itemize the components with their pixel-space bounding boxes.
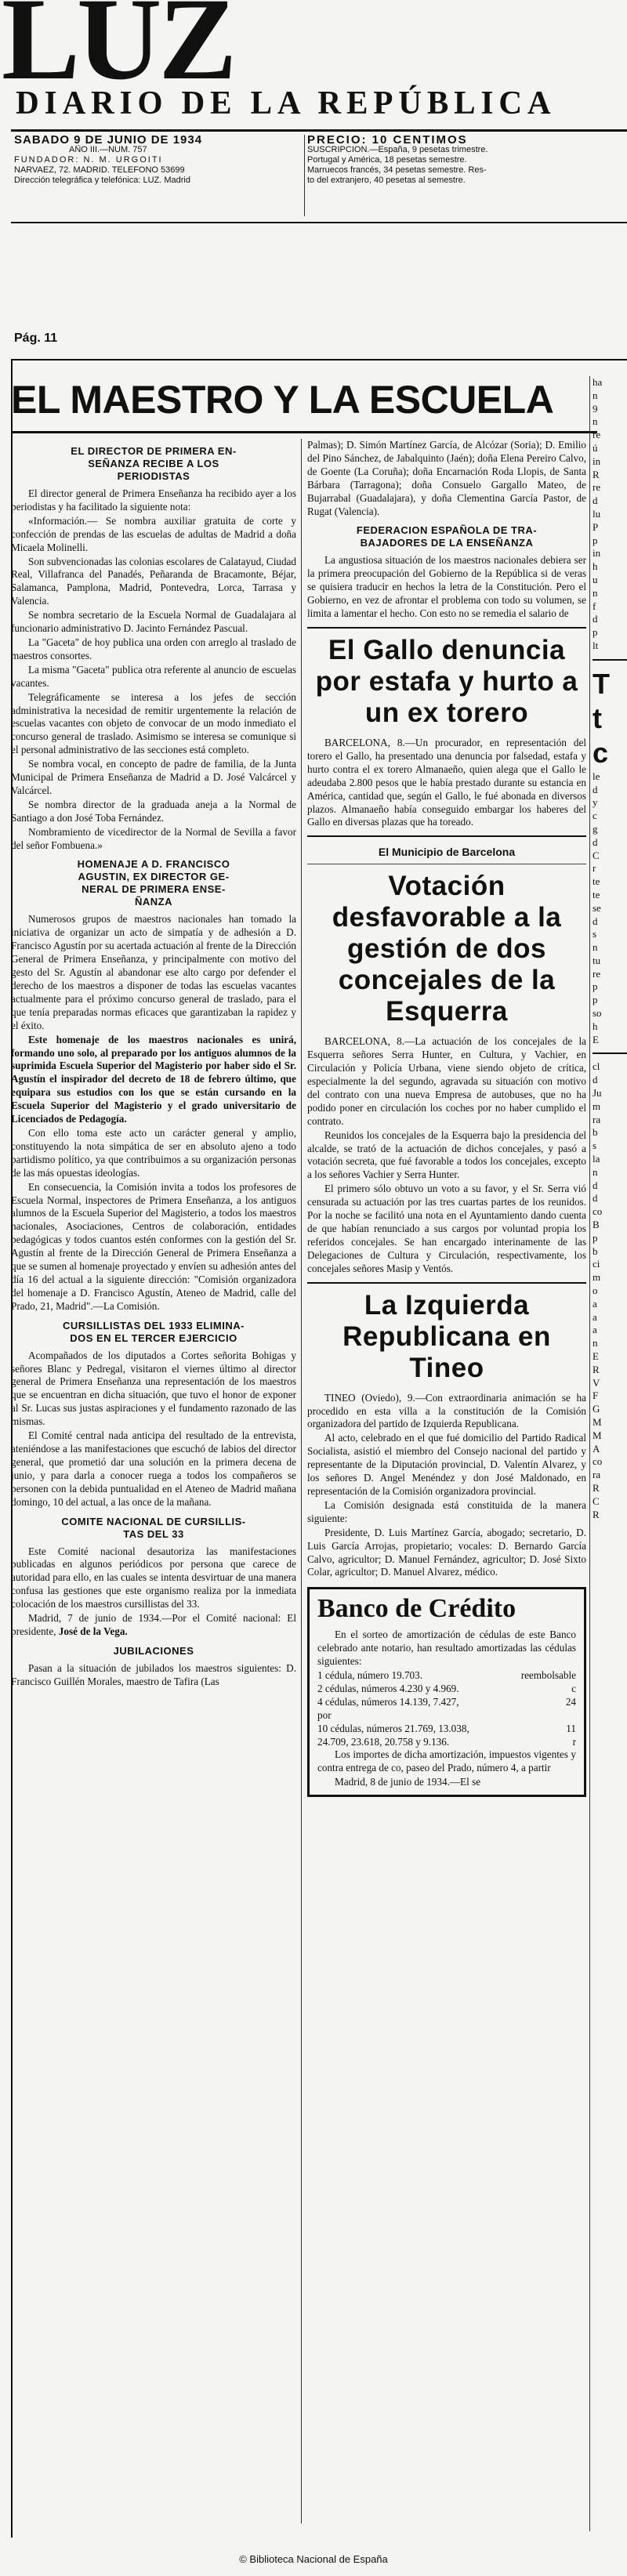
clipped-fragment: R [593, 1481, 600, 1494]
clipped-fragment: n [593, 415, 598, 428]
clipped-fragment: r [593, 862, 596, 875]
footer-credit: © Biblioteca Nacional de España [239, 2553, 388, 2565]
masthead-rule [11, 129, 627, 132]
clipped-lines-bottom [593, 1060, 627, 1521]
subscription-line-3: Marruecos francés, 34 pesetas semestre. Res- [307, 165, 487, 175]
paragraph: Este homenaje de los maestros nacionales es unirá, formando uno solo, al preparado por los antiguos alumnos de la suprimida Escuela Superior del Magisterio por haber sido el Sr. Agustín el inspirador del decreto de 18 de febrero último, que equipara sus estudios con los que se están cursando en la Escuela Superior del Magisterio y el grado universitario de Licenciados de Pedagogía. [11, 1033, 296, 1125]
clipped-fragment: c [593, 810, 597, 822]
clipped-fragment: a [593, 1324, 597, 1336]
ad-title: Banco de Crédito [317, 1594, 516, 1624]
paragraph: La misma "Gaceta" publica otra referente al anuncio de escuelas vacantes. [11, 663, 296, 689]
paragraph: Se nombra director de la graduada aneja a la Normal de Santiago a don José Toba Fernández. [11, 798, 296, 824]
telegraph-line: Dirección telegráfica y telefónica: LUZ. Madrid [14, 176, 190, 185]
paragraph: Son subvencionadas las colonias escolares de Calatayud, Ciudad Real, Villafranca del Panadés, Peñaranda de Bracamonte, Béjar, Salamanca, Pamplona, Madrid, Pontevedra, Lorca, Tarrasa y Valencia. [11, 555, 296, 607]
headline-rule [11, 431, 597, 433]
clipped-fragment: s [593, 928, 597, 940]
clipped-fragment: re [593, 481, 601, 494]
ad-row-label: 24.709, 23.618, 20.758 y 9.136. [317, 1735, 450, 1748]
paragraph: «Información.— Se nombra auxiliar gratuita de corte y confección de prendas de las escuelas de adultas de Madrid a doña Micaela Molinelli. [11, 514, 296, 553]
clipped-fragment: n [593, 1337, 598, 1350]
clipped-fragment: M [593, 1415, 602, 1428]
clipped-fragment: d [593, 915, 598, 927]
clipped-fragment: c [593, 736, 609, 769]
clipped-fragment: A [593, 1442, 600, 1455]
paragraph: TINEO (Oviedo), 9.—Con extraordinaria animación se ha procedido en esta villa a la constitución de la Comisión organizadora del partido de Izquierda Republicana. [307, 1391, 586, 1430]
clipped-fragment: le [593, 770, 600, 782]
ad-row-value: r [572, 1735, 576, 1748]
clipped-fragment: V [593, 1376, 600, 1389]
clipped-fragment: te [593, 888, 600, 900]
paragraph: Reunidos los concejales de la Esquerra bajo la presidencia del alcalde, se trató de la actuación de dichos concejales, y pasó a votación secreta, que fué favorable a todos los concejales, excepto a los señores Vachier y Serra Hunter. [307, 1129, 586, 1181]
ad-row [317, 1669, 576, 1683]
clipped-fragment: n [593, 586, 598, 599]
issue-number: AÑO III.—NUM. 757 [69, 145, 147, 154]
signature-text: Madrid, 7 de junio de 1934.—Por el Comité nacional: El presidente, [11, 1612, 296, 1637]
paragraph: BARCELONA, 8.—La actuación de los concejales de la Esquerra señores Serra Hunter, en Cultura, y Vachier, en Circulación y Policía Urbana, viene siendo objeto de crítica, especialmente la del segundo, agravada su situación con motivo del contrato con una nueva Empresa de autobuses, que no ha podido poner en circulación los coches por no haber cumplido el contrato. [307, 1035, 586, 1127]
paragraph: Con ello toma este acto un carácter general y amplio, constituyendo la nota simpática de ser en absoluto ajeno a todo partidismo político, ya que contribuimos a su organización personas de las más opuestas ideologías. [11, 1126, 296, 1179]
clipped-fragment: s [593, 1139, 597, 1152]
column-1 [11, 439, 296, 2523]
masthead-logo: LUZ [2, 0, 234, 85]
clipped-fragment: ci [593, 1258, 600, 1270]
clipped-fragment: F [593, 1389, 599, 1402]
article-title-izquierda: La Izquierda Republicana en Tineo [342, 1289, 551, 1383]
clipped-fragment: B [593, 1219, 600, 1231]
clipped-fragment: C [593, 849, 600, 861]
signature-name: José de la Vega. [58, 1625, 128, 1637]
clipped-fragment: p [593, 626, 598, 639]
clipped-fragment: T [593, 667, 610, 700]
clipped-fragment: f [593, 600, 596, 612]
price-line: PRECIO: 10 CENTIMOS [307, 135, 468, 145]
ad-paragraph: Los importes de dicha amortización, impuestos vigentes y contra entrega de co, paseo del Prado, número 4, a partir [317, 1748, 576, 1774]
column-divider [589, 376, 590, 2531]
paragraph: Pasan a la situación de jubilados los maestros siguientes: D. Francisco Guillén Morales, maestro de Tafira (Las [11, 1661, 296, 1687]
clipped-fragment: M [593, 1429, 602, 1441]
clipped-fragment: n [593, 941, 598, 954]
ad-row-value: 11 [566, 1722, 576, 1734]
clipped-fragment: d [593, 1192, 598, 1205]
ad-row [317, 1696, 576, 1709]
clipped-fragment: ú [593, 441, 598, 454]
masthead-info-left [14, 135, 304, 186]
paragraph: En consecuencia, la Comisión invita a todos los profesores de Escuela Normal, inspectores de Primera Enseñanza, a los antiguos alumnos de la Escuela Superior del Magisterio, a todos los maestros nacionales, Asociaciones, Centros de colaboración, entidades pedagógicas y todos cuantos estén conformes con la gestión del Sr. Agustín al frente de la Dirección General de Primera Enseñanza a que se sumen al homenaje proyectado y envíen su adhesión antes del día 16 del actual a la siguiente dirección: "Comisión organizadora del homenaje a D. Francisco Agustín, Ateneo de Madrid, calle del Prado, 21, Madrid".—La Comisión. [11, 1180, 296, 1312]
masthead-subtitle: DIARIO DE LA REPÚBLICA [16, 85, 556, 121]
ad-row-value: reembolsable [520, 1669, 576, 1682]
clipped-fragment: a [593, 1310, 597, 1323]
ad-row [317, 1683, 576, 1696]
ad-row-value: 24 [565, 1695, 576, 1708]
clipped-fragment: d [593, 1074, 598, 1086]
clipped-fragment: d [593, 495, 598, 507]
article-title-votacion: Votación desfavorable a la gestión de dos concejales de la Esquerra [332, 871, 562, 1027]
clipped-fragment: u [593, 573, 598, 585]
clipped-lines-middle [593, 770, 627, 1047]
clipped-fragment: P [593, 520, 599, 533]
subscription-line-2: Portugal y América, 18 pesetas semestre. [307, 155, 467, 165]
paragraph: La angustiosa situación de los maestros nacionales debiera ser la primera preocupación del Gobierno de la República si de veras se quisiera traducir en hechos la letra de la Constitución. Pero el Gobierno, en vez de afrontar el problema con todo su volumen, se limita a lamentar el hecho. Con esto no se remedia el salario de [307, 554, 586, 620]
clipped-fragment: y [593, 796, 598, 809]
clipped-fragment: ra [593, 1469, 601, 1481]
clipped-fragment: p [593, 534, 598, 546]
clipped-fragment: R [593, 1508, 600, 1520]
clipped-fragment: n [593, 1165, 598, 1178]
clipped-fragment: E [593, 1033, 599, 1045]
clipped-fragment: ha [593, 376, 603, 388]
ad-row-label: por [317, 1708, 332, 1721]
paragraph: Telegráficamente se interesa a los jefes de sección administrativa la necesidad de remitir urgentemente la relación de escuelas vacantes con objeto de convocar de un modo inmediato el concurso general de traslado. Asimismo se interesa se comunique si el personal administrativo de las secciones está completo. [11, 690, 296, 756]
paragraph: Se nombra vocal, en concepto de padre de familia, de la Junta Municipal de Primera Enseñanza de Madrid a D. José Valcárcel y Valcárcel. [11, 758, 296, 796]
subhead-homenaje: HOMENAJE A D. FRANCISCO AGUSTIN, EX DIRECTOR GE- NERAL DE PRIMERA ENSE- ÑANZA [77, 858, 230, 908]
clipped-title [593, 667, 627, 770]
issue-date: SABADO 9 DE JUNIO DE 1934 [14, 135, 203, 145]
article-rule [307, 1282, 586, 1284]
clipped-fragment: o [593, 1284, 598, 1297]
article-rule [307, 835, 586, 837]
clipped-fragment: Ju [593, 1087, 602, 1100]
clipped-fragment: E [593, 1350, 599, 1362]
column-divider [301, 439, 302, 2523]
clipped-fragment: b [593, 1245, 598, 1257]
clipped-fragment: so [593, 1007, 602, 1020]
paragraph: El Comité central nada anticipa del resultado de la entrevista, ateniéndose a las manifestaciones que escuchó de labios del director general, que prometió dar una solución en la primera decena de junio, y para darla a conocer ruega a todos los compañeros se personen con la debida puntualidad en el Ateneo de Madrid mañana domingo, 10 del actual, a las once de la mañana. [11, 1429, 296, 1508]
paragraph: El primero sólo obtuvo un voto a su favor, y el Sr. Serra vió censurada su actuación por las tres cuartas partes de los reunidos. Por la noche se facilitó una nota en el Ayuntamiento dando cuenta de que habían renunciado a sus cargos por voluntad propia los referidos concejales. Se han encargado interinamente de las Delegaciones de Cultura y Circulación, respectivamente, los concejales señores Masip y Ventós. [307, 1183, 586, 1274]
masthead-bottom-rule [11, 222, 627, 223]
paragraph: El director general de Primera Enseñanza ha recibido ayer a los periodistas y ha facilitado la siguiente nota: [11, 487, 296, 513]
ad-paragraph: Madrid, 8 de junio de 1934.—El se [335, 1776, 481, 1788]
article-kicker-municipio: El Municipio de Barcelona [378, 846, 516, 859]
paragraph: Acompañados de los diputados a Cortes señorita Bohigas y señores Blanc y Pedregal, visitaron el viernes último al director general de Primera Enseñanza una representación de los maestros que se encuentran en dicha situación, que tuvo el honor de exponer al Sr. Lucas sus justas aspiraciones y el fundamento razonado de las mismas. [11, 1349, 296, 1428]
paragraph: Numerosos grupos de maestros nacionales han tomado la iniciativa de organizar un acto de simpatía y de adhesión a D. Francisco Agustín por su acertada actuación al frente de la Dirección General de Primera Enseñanza, y principalmente con motivo del gesto del Sr. Agustín al abandonar ese alto cargo por defender el derecho de los maestros a disponer de todas las escuelas vacantes actualmente para el próximo concurso general de traslado, para el que tenía preparadas normas eficaces que garantizaban la rapidez y el éxito. [11, 913, 296, 1031]
paragraph: BARCELONA, 8.—Un procurador, en representación del torero el Gallo, ha presentado una denuncia por falsedad, estafa y hurto contra el ex torero Almanaeño, quien alega que el Gallo le adeudaba 2.800 pesos que le había prestado durante su estancia en América, cantidad que, según el Gallo, le fué abonada en diversos plazos. Almanaeño había conseguido embargar los haberes del Gallo en diversas plazas que ha toreado. [307, 736, 586, 828]
ad-rows [317, 1669, 576, 1748]
ad-row [317, 1723, 576, 1736]
clipped-fragment: t [593, 701, 602, 734]
paragraph: La "Gaceta" de hoy publica una orden con arreglo al traslado de maestros consortes. [11, 636, 296, 661]
clipped-fragment: G [593, 1403, 600, 1415]
clipped-fragment: n [593, 389, 598, 401]
clipped-fragment: C [593, 1495, 600, 1507]
advertisement-banco [307, 1587, 586, 1797]
masthead-divider [304, 135, 305, 216]
clipped-fragment: te [593, 875, 600, 888]
paragraph: Palmas); D. Simón Martínez García, de Alcózar (Soria); D. Emilio del Pino Sánchez, de Jabalquinto (Jaén); doña Elena Pereiro Calvo, de Goente (La Coruña); doña Encarnación Roda Llopis, de Santa Bárbara (Tarragona); doña Consuelo Gargallo Mateo, de Bujarrabal (Guadalajara), y doña Clementina García Pastor, de Rugat (Valencia). [307, 439, 586, 517]
clipped-fragment: re [593, 967, 601, 980]
subhead-comite: COMITE NACIONAL DE CURSILLIS- TAS DEL 33 [61, 1515, 246, 1540]
ad-row-label: 10 cédulas, números 21.769, 13.038, [317, 1722, 469, 1734]
ad-row [317, 1709, 576, 1723]
ad-row-label: 4 cédulas, números 14.139, 7.427, [317, 1695, 459, 1708]
ad-paragraph: En el sorteo de amortización de cédulas de este Banco celebrado ante notario, han resultado amortizadas las cédulas siguientes: [317, 1629, 576, 1668]
clipped-fragment: lu [593, 507, 601, 520]
address-line: NARVAEZ, 72. MADRID. TELEFONO 53699 [14, 165, 185, 175]
section-headline: EL MAESTRO Y LA ESCUELA [11, 378, 554, 422]
clipped-fragment: ra [593, 1113, 601, 1125]
page-number: Pág. 11 [14, 332, 58, 345]
founder-line: FUNDADOR: N. M. URGOITI [14, 155, 163, 165]
clipped-fragment: cl [593, 1060, 600, 1073]
clipped-fragment: d [593, 1179, 598, 1191]
paragraph: Este Comité nacional desautoriza las manifestaciones publicadas en algunos periódicos por persona que carece de autoridad para ello, en las cuales se intenta desvirtuar de una manera confusa las gestiones que este organismo realiza por la inmediata colocación de los maestros cursillistas del 33. [11, 1545, 296, 1610]
clipped-fragment: lt [593, 639, 599, 651]
clipped-fragment: p [593, 1231, 598, 1244]
section-top-rule [11, 359, 627, 360]
ad-row-value: c [571, 1682, 576, 1694]
article-rule [593, 659, 627, 661]
article-rule [307, 627, 586, 629]
article-title-gallo: El Gallo denuncia por estafa y hurto a un ex torero [315, 634, 578, 728]
clipped-fragment: b [593, 1126, 598, 1139]
subhead-jubilaciones: JUBILACIONES [113, 1644, 194, 1657]
clipped-fragment: d [593, 783, 598, 795]
clipped-fragment: g [593, 822, 598, 835]
clipped-fragment: R [593, 468, 600, 480]
clipped-fragment: d [593, 613, 598, 625]
ad-row-label: 2 cédulas, números 4.230 y 4.969. [317, 1682, 459, 1694]
clipped-fragment: la [593, 1153, 600, 1165]
article-rule [593, 1053, 627, 1054]
clipped-fragment: h [593, 1020, 598, 1032]
clipped-fragment: 9 [593, 402, 598, 415]
clipped-fragment: p [593, 994, 598, 1006]
subhead-director: EL DIRECTOR DE PRIMERA EN- SEÑANZA RECIBE A LOS PERIODISTAS [71, 445, 237, 482]
clipped-fragment: se [593, 901, 601, 914]
clipped-fragment: h [593, 560, 598, 573]
column-2 [307, 439, 586, 2531]
paragraph: Se nombra secretario de la Escuela Normal de Guadalajara al funcionario administrativo D. Jacinto Fernández Pascual. [11, 609, 296, 635]
clipped-fragment: R [593, 1363, 600, 1375]
clipped-fragment: m [593, 1100, 601, 1112]
subscription-line-1: SUSCRIPCION.—España, 9 pesetas trimestre. [307, 145, 488, 154]
ad-row-label: 1 cédula, número 19.703. [317, 1669, 423, 1682]
clipped-fragment: p [593, 980, 598, 993]
column-3-clipped [593, 376, 627, 2531]
paragraph: Presidente, D. Luis Martínez García, abogado; secretario, D. Luis García Arrojas, propietario; vocales: D. Bernardo García Calvo, agricultor; D. Manuel Fernández, agricultor; D. José Sixto Colar, agricultor; D. Manuel Alvarez, médico. [307, 1526, 586, 1578]
ad-row [317, 1736, 576, 1749]
clipped-fragment: re [593, 429, 601, 441]
subscription-line-4: to del extranjero, 40 pesetas al semestre. [307, 176, 466, 185]
clipped-lines-top [593, 376, 627, 653]
clipped-fragment: m [593, 1271, 601, 1284]
masthead-info-right [307, 135, 621, 186]
clipped-fragment: in [593, 455, 601, 467]
clipped-fragment: co [593, 1455, 603, 1468]
paragraph: Nombramiento de vicedirector de la Normal de Sevilla a favor del señor Fombuena.» [11, 825, 296, 851]
paragraph: La Comisión designada está constituida de la manera siguiente: [307, 1498, 586, 1524]
clipped-fragment: a [593, 1297, 597, 1310]
clipped-fragment: d [593, 835, 598, 848]
clipped-fragment: co [593, 1205, 603, 1218]
paragraph: Al acto, celebrado en el que fué domicilio del Partido Radical Socialista, asistió el miembro del Consejo nacional del partido y representante de la Diputación provincial, D. Valentín Alvarez, y los señores D. Angel Menéndez y don José Maldonado, en representación de la Comisión organizadora provincial. [307, 1432, 586, 1497]
clipped-fragment: in [593, 547, 601, 560]
clipped-fragment: tu [593, 954, 601, 966]
paragraph [11, 1612, 296, 1639]
subhead-cursillistas: CURSILLISTAS DEL 1933 ELIMINA- DOS EN EL TERCER EJERCICIO [63, 1319, 245, 1344]
subhead-federacion: FEDERACION ESPAÑOLA DE TRA- BAJADORES DE LA ENSEÑANZA [356, 524, 538, 549]
